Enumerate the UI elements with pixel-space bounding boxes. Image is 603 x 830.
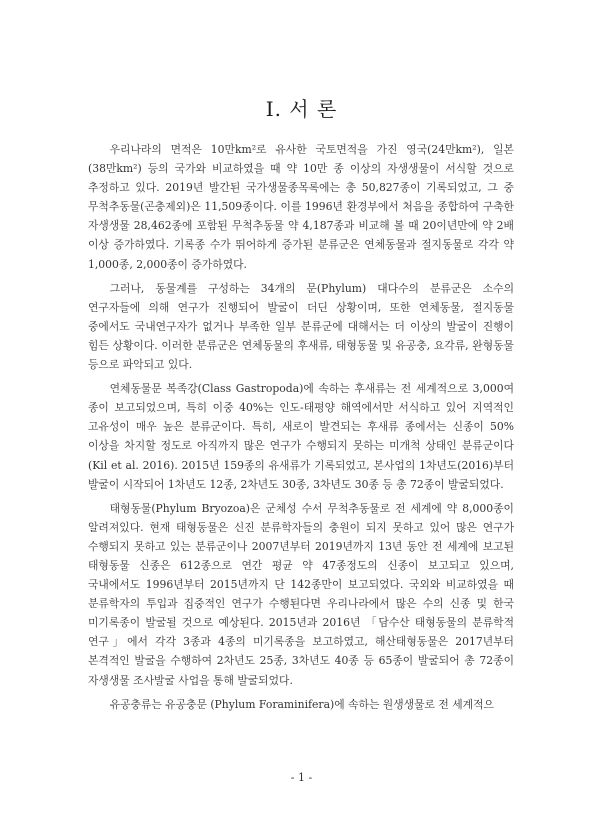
paragraph-3: 연체동물문 복족강(Class Gastropoda)에 속하는 후새류는 전 세계적으로 3,000여 종이 보고되었으며, 특히 이중 40%는 인도-태평양 해역에서만 서식하고 있어 지역적인 고유성이 매우 높은 분류군이다. 특히, 새로이 발견되는 후새류 종에서는 신종이 50% 이상을 차지할 정도로 아직까지 많은 연구가 수행되지 못하는 미개척 상태인 분류군이다(Kil et al. 2016). 2015년 159종의 유새류가 기록되었고, 본사업의 1차년도(2016)부터 발굴이 시작되어 1차년도 12종, 2차년도 30종, 3차년도 30종 등 총 72종이 발굴되었다.	[88, 382, 514, 491]
paragraph-2: 그러나, 동물계를 구성하는 34개의 문(Phylum) 대다수의 분류군은 소수의 연구자들에 의해 연구가 진행되어 발굴이 더딘 상황이며, 또한 연체동물, 절지동물 중에서도 국내연구자가 없거나 부족한 일부 분류군에 대해서는 더 이상의 발굴이 진행이 힘든 상황이다. 이러한 분류군은 연체동물의 후새류, 태형동물 및 유공충, 요각류, 완형동물 등으로 파악되고 있다.	[88, 281, 514, 372]
document-body	[88, 140, 514, 714]
paragraph-5: 유공충류는 유공충문 (Phylum Foraminifera)에 속하는 원생생물로 전 세계적으	[109, 697, 494, 711]
paragraph-1: 우리나라의 면적은 10만km²로 유사한 국토면적을 가진 영국(24만km²), 일본(38만km²) 등의 국가와 비교하였을 때 약 10만 종 이상의 자생생물이 서식할 것으로 추정하고 있다. 2019년 발간된 국가생물종목록에는 총 50,827종이 기록되었고, 그 중 무척추동물(곤충제외)은 11,509종이다. 이를 1996년 환경부에서 처음을 종합하여 구축한 자생생물 28,462종에 포함된 무척추동물 약 4,187종과 비교해 볼 때 20이년만에 약 2배 이상 증가하였다. 기록종 수가 뛰어하게 증가된 분류군은 연체동물과 절지동물로 각각 약 1,000종, 2,000종이 증가하였다.	[88, 143, 514, 271]
page-number: - 1 -	[290, 771, 313, 784]
paragraph-4: 태형동물(Phylum Bryozoa)은 군체성 수서 무척추동물로 전 세계에 약 8,000종이 알려져있다. 현재 태형동물은 신진 분류학자들의 충원이 되지 못하고 있어 많은 연구가 수행되지 못하고 있는 분류군이나 2007년부터 2019년까지 13년 동안 전 세계에 보고된 태형동물 신종은 612종으로 연간 평균 약 47종정도의 신종이 보고되고 있으며, 국내에서도 1996년부터 2015년까지 단 142종만이 보고되었다. 국외와 비교하였을 때 분류학자의 투입과 집중적인 연구가 수행된다면 우리나라에서 많은 수의 신종 및 한국 미기록종이 발굴될 것으로 예상된다. 2015년과 2016년 「담수산 태형동물의 분류학적 연구」에서 각각 3종과 4종의 미기록종을 보고하였고, 해산태형동물은 2017년부터 본격적인 발굴을 수행하여 2차년도 25종, 3차년도 40종 등 65종이 발굴되어 총 72종이 자생생물 조사발굴 사업을 통해 발굴되었다.	[88, 501, 514, 687]
section-title: Ⅰ. 서 론	[265, 97, 338, 121]
